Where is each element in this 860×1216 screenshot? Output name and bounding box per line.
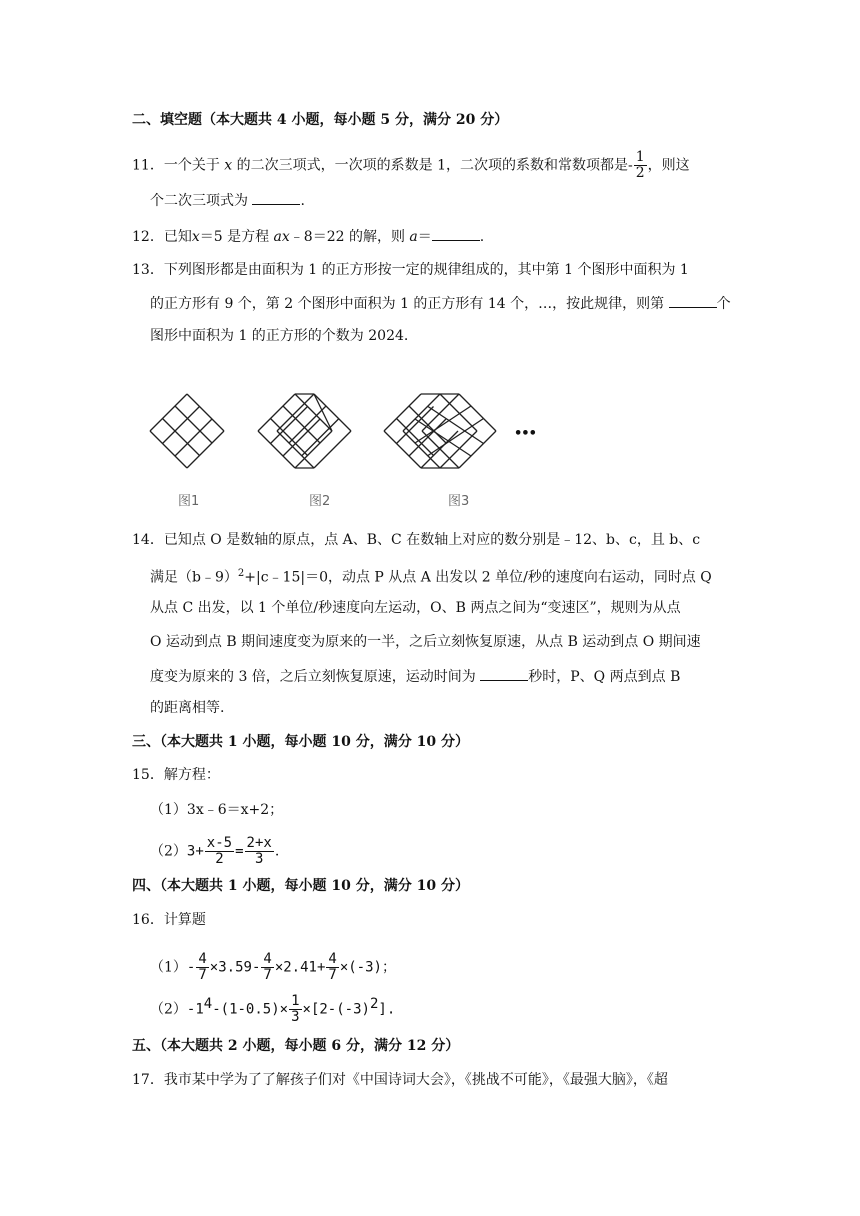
question-16-part-2: $(2)-1^4-(1-0.5)\times$ $\frac{1}{3}$ $\times[2-(-3)^2]$. xyxy=(150,993,396,1026)
fraction-4-7-c: $\frac{4}{7}$ xyxy=(328,951,337,983)
answer-blank-11 xyxy=(252,190,300,205)
question-16-title: 16．计算题 xyxy=(132,912,206,928)
section-4-heading: 四、（本大题共 1 小题，每小题 10 分，满分 10 分） xyxy=(132,878,469,894)
question-11-line-2: 个二次三项式为 . xyxy=(150,190,305,211)
question-14-line-1: 14．已知点 O 是数轴的原点，点 A、B、C 在数轴上对应的数分别是﹣12、b、c，且 b、c xyxy=(132,532,701,548)
figure-2-diamond-grid xyxy=(258,394,351,468)
fraction-one-half: $\frac{1}{2}$ xyxy=(635,149,645,181)
answer-blank-13 xyxy=(669,293,717,308)
fraction-4-7-b: $\frac{4}{7}$ xyxy=(263,951,272,983)
figure-2-caption: 图2 xyxy=(309,494,331,509)
question-14-line-4: O 运动到点 B 期间速度变为原来的一半，之后立刻恢复原速，从点 B 运动到点 O 期间速 xyxy=(150,634,701,650)
question-13-line-3: 图形中面积为 1 的正方形的个数为 2024. xyxy=(150,328,409,344)
question-12: 12．已知x＝5 是方程 ax﹣8＝22 的解，则 a＝ . xyxy=(132,226,484,247)
figure-3-diamond-grid xyxy=(384,394,496,468)
question-11-line-1: 11．一个关于 x 的二次三项式，一次项的系数是 1，二次项的系数和常数项都是- $\frac{1}{2}$ ，则这 xyxy=(132,149,690,181)
fraction-4-7-a: $\frac{4}{7}$ xyxy=(198,951,207,983)
figure-1-caption: 图1 xyxy=(178,494,200,509)
question-14-line-3: 从点 C 出发，以 1 个单位/秒速度向左运动，O、B 两点之间为“变速区”，规则为从点 xyxy=(150,600,681,616)
question-15-title: 15．解方程： xyxy=(132,767,220,783)
square-pattern-figures xyxy=(140,388,540,478)
figure-1-diamond-grid xyxy=(150,394,224,468)
question-13-line-1: 13．下列图形都是由面积为 1 的正方形按一定的规律组成的，其中第 1 个图形中面积为 1 xyxy=(132,262,689,278)
question-14-line-6: 的距离相等. xyxy=(150,700,225,716)
figures-ellipsis: ••• xyxy=(514,426,536,441)
question-15-part-1: （1）3x﹣6＝x+2； xyxy=(150,802,284,818)
question-16-part-1: （1）- $\frac{4}{7}$ ×3.59- $\frac{4}{7}$ ×2.41+ $\frac{4}{7}$ ×(-3)； xyxy=(150,951,396,983)
figure-3-caption: 图3 xyxy=(448,494,470,509)
answer-blank-14 xyxy=(480,666,528,681)
fraction-x-minus-5-over-2: $\frac{x-5}{2}$ xyxy=(206,835,233,867)
section-2-heading: 二、填空题（本大题共 4 小题，每小题 5 分，满分 20 分） xyxy=(132,112,509,128)
question-15-part-2: （2）3+ $\frac{x-5}{2}$ = $\frac{2+x}{3}$ . xyxy=(150,835,280,867)
fraction-1-3: $\frac{1}{3}$ xyxy=(291,993,300,1026)
fraction-2-plus-x-over-3: $\frac{2+x}{3}$ xyxy=(246,835,272,867)
question-14-line-5: 度变为原来的 3 倍，之后立刻恢复原速，运动时间为 秒时，P、Q 两点到点 B xyxy=(150,666,680,687)
question-17-line-1: 17．我市某中学为了了解孩子们对《中国诗词大会》，《挑战不可能》，《最强大脑》，《超 xyxy=(132,1072,668,1088)
question-14-line-2: 满足（b﹣9）$^2$+|c﹣15|＝0，动点 P 从点 A 出发以 2 单位/秒的速度向右运动，同时点 Q xyxy=(150,568,712,586)
answer-blank-12 xyxy=(432,226,480,241)
section-3-heading: 三、（本大题共 1 小题，每小题 10 分，满分 10 分） xyxy=(132,734,469,750)
section-5-heading: 五、（本大题共 2 小题，每小题 6 分，满分 12 分） xyxy=(132,1038,460,1054)
question-13-line-2: 的正方形有 9 个，第 2 个图形中面积为 1 的正方形有 14 个，…，按此规律，则第 个 xyxy=(150,293,731,314)
